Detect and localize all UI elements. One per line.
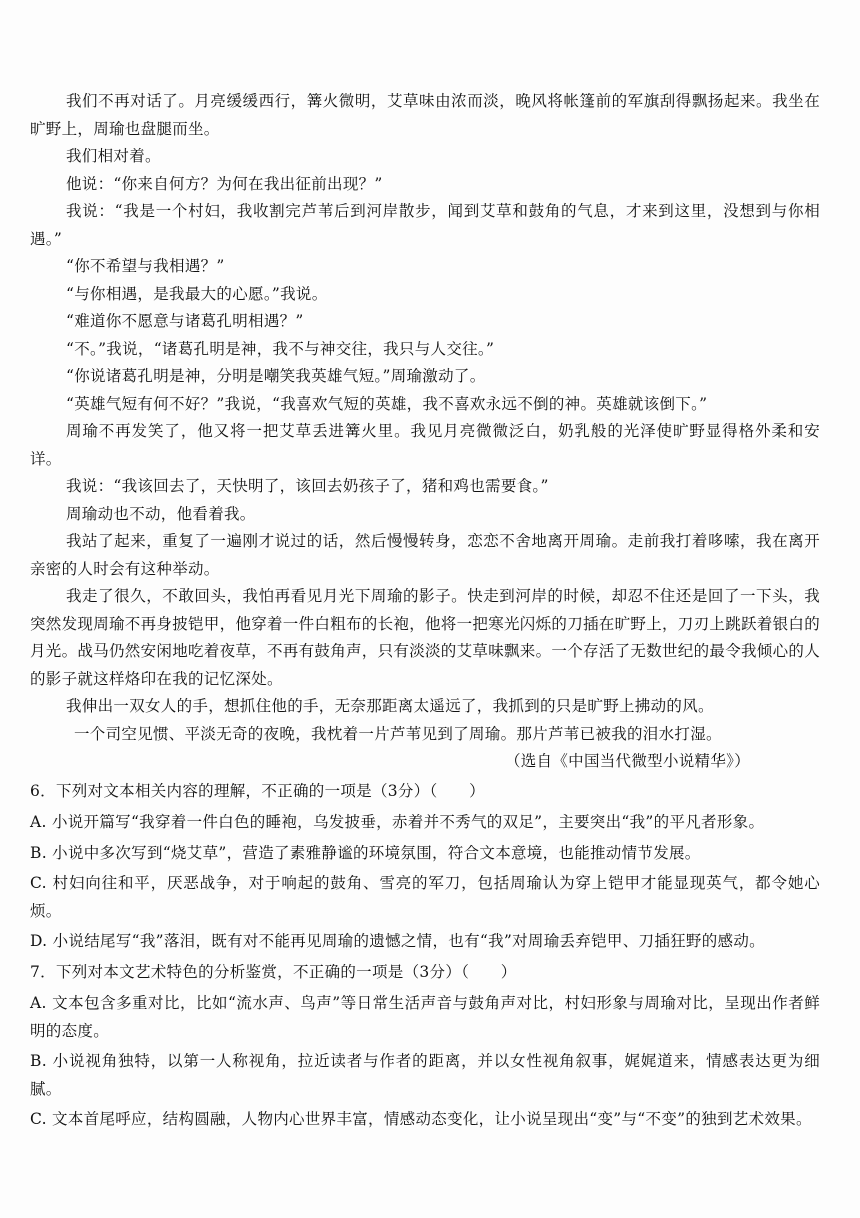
story-paragraph: 我走了很久，不敢回头，我怕再看见月光下周瑜的影子。快走到河岸的时候，却忍不住还是回了一下头，我突然发现周瑜不再身披铠甲，他穿着一件白粗布的长袍，他将一把寒光闪烁的刀插在旷野上，刀刃上跳跃着银白的月光。战马仍然安闲地吃着夜草，不再有鼓角声，只有淡淡的艾草味飘来。一个存活了无数世纪的最令我倾心的人的影子就这样烙印在我的记忆深处。 [30,587,821,688]
story-paragraph: 周瑜不再发笑了，他又将一把艾草丢进篝火里。我见月亮微微泛白，奶乳般的光泽使旷野显得格外柔和安详。 [30,422,820,468]
question-6-title: 6．下列对文本相关内容的理解，不正确的一项是（3分）（ ） [30,781,485,800]
story-paragraph: 我说：“我是一个村妇，我收割完芦苇后到河岸散步，闻到艾草和鼓角的气息，才来到这里，没想到与你相遇。” [30,202,820,248]
question-6-option-a[interactable]: A. 小说开篇写“我穿着一件白色的睡袍，乌发披垂，赤着并不秀气的双足”，主要突出“我”的平凡者形象。 [30,813,765,831]
story-paragraph: 他说：“你来自何方？为何在我出征前出现？” [66,174,383,193]
story-paragraph: 我伸出一双女人的手，想抓住他的手，无奈那距离太遥远了，我抓到的只是旷野上拂动的风。 [66,697,714,715]
story-paragraph: “难道你不愿意与诸葛孔明相遇？” [66,312,304,330]
question-6-option-d[interactable]: D. 小说结尾写“我”落泪，既有对不能再见周瑜的遗憾之情，也有“我”对周瑜丢弃铠甲、刀插狂野的感动。 [30,932,765,950]
story-paragraph: “不。”我说，“诸葛孔明是神，我不与神交往，我只与人交往。” [66,339,495,358]
question-6-option-b[interactable]: B. 小说中多次写到“烧艾草”，营造了素雅静谧的环境氛围，符合文本意境，也能推动情节发展。 [30,843,701,862]
story-paragraph: 我们不再对话了。月亮缓缓西行，篝火微明，艾草味由浓而淡，晚风将帐篷前的军旗刮得飘扬起来。我坐在旷野上，周瑜也盘腿而坐。 [30,92,820,138]
question-7 [30,959,820,1134]
story-paragraph: “你说诸葛孔明是神，分明是嘲笑我英雄气短。”周瑜激动了。 [66,367,486,385]
story-paragraph: “与你相遇，是我最大的心愿。”我说。 [66,284,328,303]
question-7-option-b[interactable]: B. 小说视角独特，以第一人称视角，拉近读者与作者的距离，并以女性视角叙事，娓娓道来，情感表达更为细腻。 [30,1052,820,1098]
story-text [30,88,820,776]
story-source: （选自《中国当代微型小说精华》） [504,752,750,770]
question-7-option-c[interactable]: C. 文本首尾呼应，结构圆融，人物内心世界丰富，情感动态变化，让小说呈现出“变”与“不变”的独到艺术效果。 [30,1110,812,1128]
story-paragraph: 我说：“我该回去了，天快明了，该回去奶孩子了，猪和鸡也需要食。” [66,477,549,495]
story-paragraph: 一个司空见惯、平淡无奇的夜晚，我枕着一片芦苇见到了周瑜。那片芦苇已被我的泪水打湿。 [74,724,722,743]
story-paragraph: 周瑜动也不动，他看着我。 [66,504,256,523]
question-6 [30,778,820,956]
story-paragraph: 我站了起来，重复了一遍刚才说过的话，然后慢慢转身，恋恋不舍地离开周瑜。走前我打着哆嗦，我在离开亲密的人时会有这种举动。 [30,532,820,578]
story-paragraph: “你不希望与我相遇？” [66,257,225,275]
question-6-option-c[interactable]: C. 村妇向往和平，厌恶战争，对于响起的鼓角、雪亮的军刀，包括周瑜认为穿上铠甲才能显现英气，都令她心烦。 [30,874,820,920]
question-7-option-a[interactable]: A. 文本包含多重对比，比如“流水声、鸟声”等日常生活声音与鼓角声对比，村妇形象与周瑜对比，呈现出作者鲜明的态度。 [30,994,820,1040]
story-paragraph: “英雄气短有何不好？”我说，“我喜欢气短的英雄，我不喜欢永远不倒的神。英雄就该倒下。” [66,394,708,413]
story-paragraph: 我们相对着。 [66,147,161,165]
question-7-title: 7．下列对本文艺术特色的分析鉴赏，不正确的一项是（3分）（ ） [30,962,517,981]
